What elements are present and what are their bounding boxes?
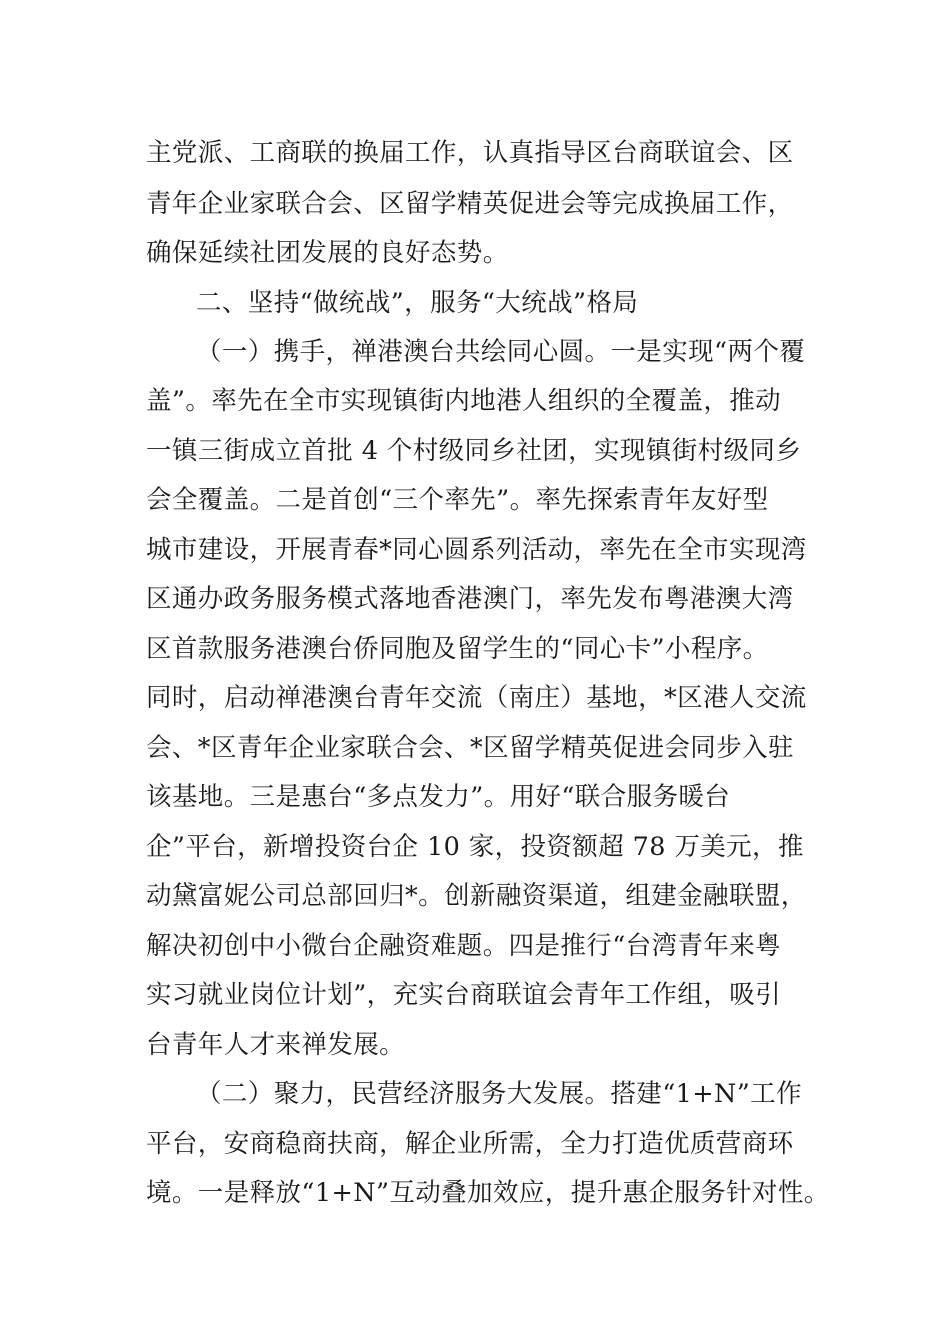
section-heading-2: 二、坚持“做统战”，服务“大统战”格局 <box>196 288 639 318</box>
paragraph-line-6: 盖”。率先在全市实现镇街内地港人组织的全覆盖，推动 <box>146 386 782 416</box>
paragraph-line-11: 区首款服务港澳台侨同胞及留学生的“同心卡”小程序。 <box>146 634 769 664</box>
paragraph-line-12: 同时，启动禅港澳台青年交流（南庄）基地，*区港人交流 <box>146 683 807 713</box>
paragraph-line-2: 青年企业家联合会、区留学精英促进会等完成换届工作， <box>146 189 794 219</box>
paragraph-line-3: 确保延续社团发展的良好态势。 <box>146 238 509 268</box>
paragraph-line-21: 平台，安商稳商扶商，解企业所需，全力打造优质营商环 <box>146 1129 794 1159</box>
paragraph-line-13: 会、*区青年企业家联合会、*区留学精英促进会同步入驻 <box>146 733 794 763</box>
paragraph-line-8: 会全覆盖。二是首创“三个率先”。率先探索青年友好型 <box>146 485 769 515</box>
paragraph-line-10: 区通办政务服务模式落地香港澳门，率先发布粤港澳大湾 <box>146 584 794 614</box>
paragraph-line-1: 主党派、工商联的换届工作，认真指导区台商联谊会、区 <box>146 138 794 168</box>
subsection-heading-1: （一）携手，禅港澳台共绘同心圆。一是实现“两个覆 <box>196 337 806 367</box>
paragraph-line-14: 该基地。三是惠台“多点发力”。用好“联合服务暖台 <box>146 782 731 812</box>
paragraph-line-7: 一镇三街成立首批 4 个村级同乡社团，实现镇街村级同乡 <box>146 436 802 466</box>
paragraph-line-19: 台青年人才来禅发展。 <box>146 1030 406 1060</box>
paragraph-line-17: 解决初创中小微台企融资难题。四是推行“台湾青年来粤 <box>146 931 782 961</box>
paragraph-line-16: 动黛富妮公司总部回归*。创新融资渠道，组建金融联盟， <box>146 881 807 911</box>
paragraph-line-9: 城市建设，开展青春*同心圆系列活动，率先在全市实现湾 <box>146 535 807 565</box>
paragraph-line-15: 企”平台，新增投资台企 10 家，投资额超 78 万美元，推 <box>146 832 804 862</box>
paragraph-line-18: 实习就业岗位计划”，充实台商联谊会青年工作组，吸引 <box>146 980 782 1010</box>
paragraph-line-22: 境。一是释放“1+N”互动叠加效应，提升惠企服务针对性。 <box>146 1178 830 1208</box>
subsection-heading-2: （二）聚力，民营经济服务大发展。搭建“1+N”工作 <box>196 1079 802 1109</box>
